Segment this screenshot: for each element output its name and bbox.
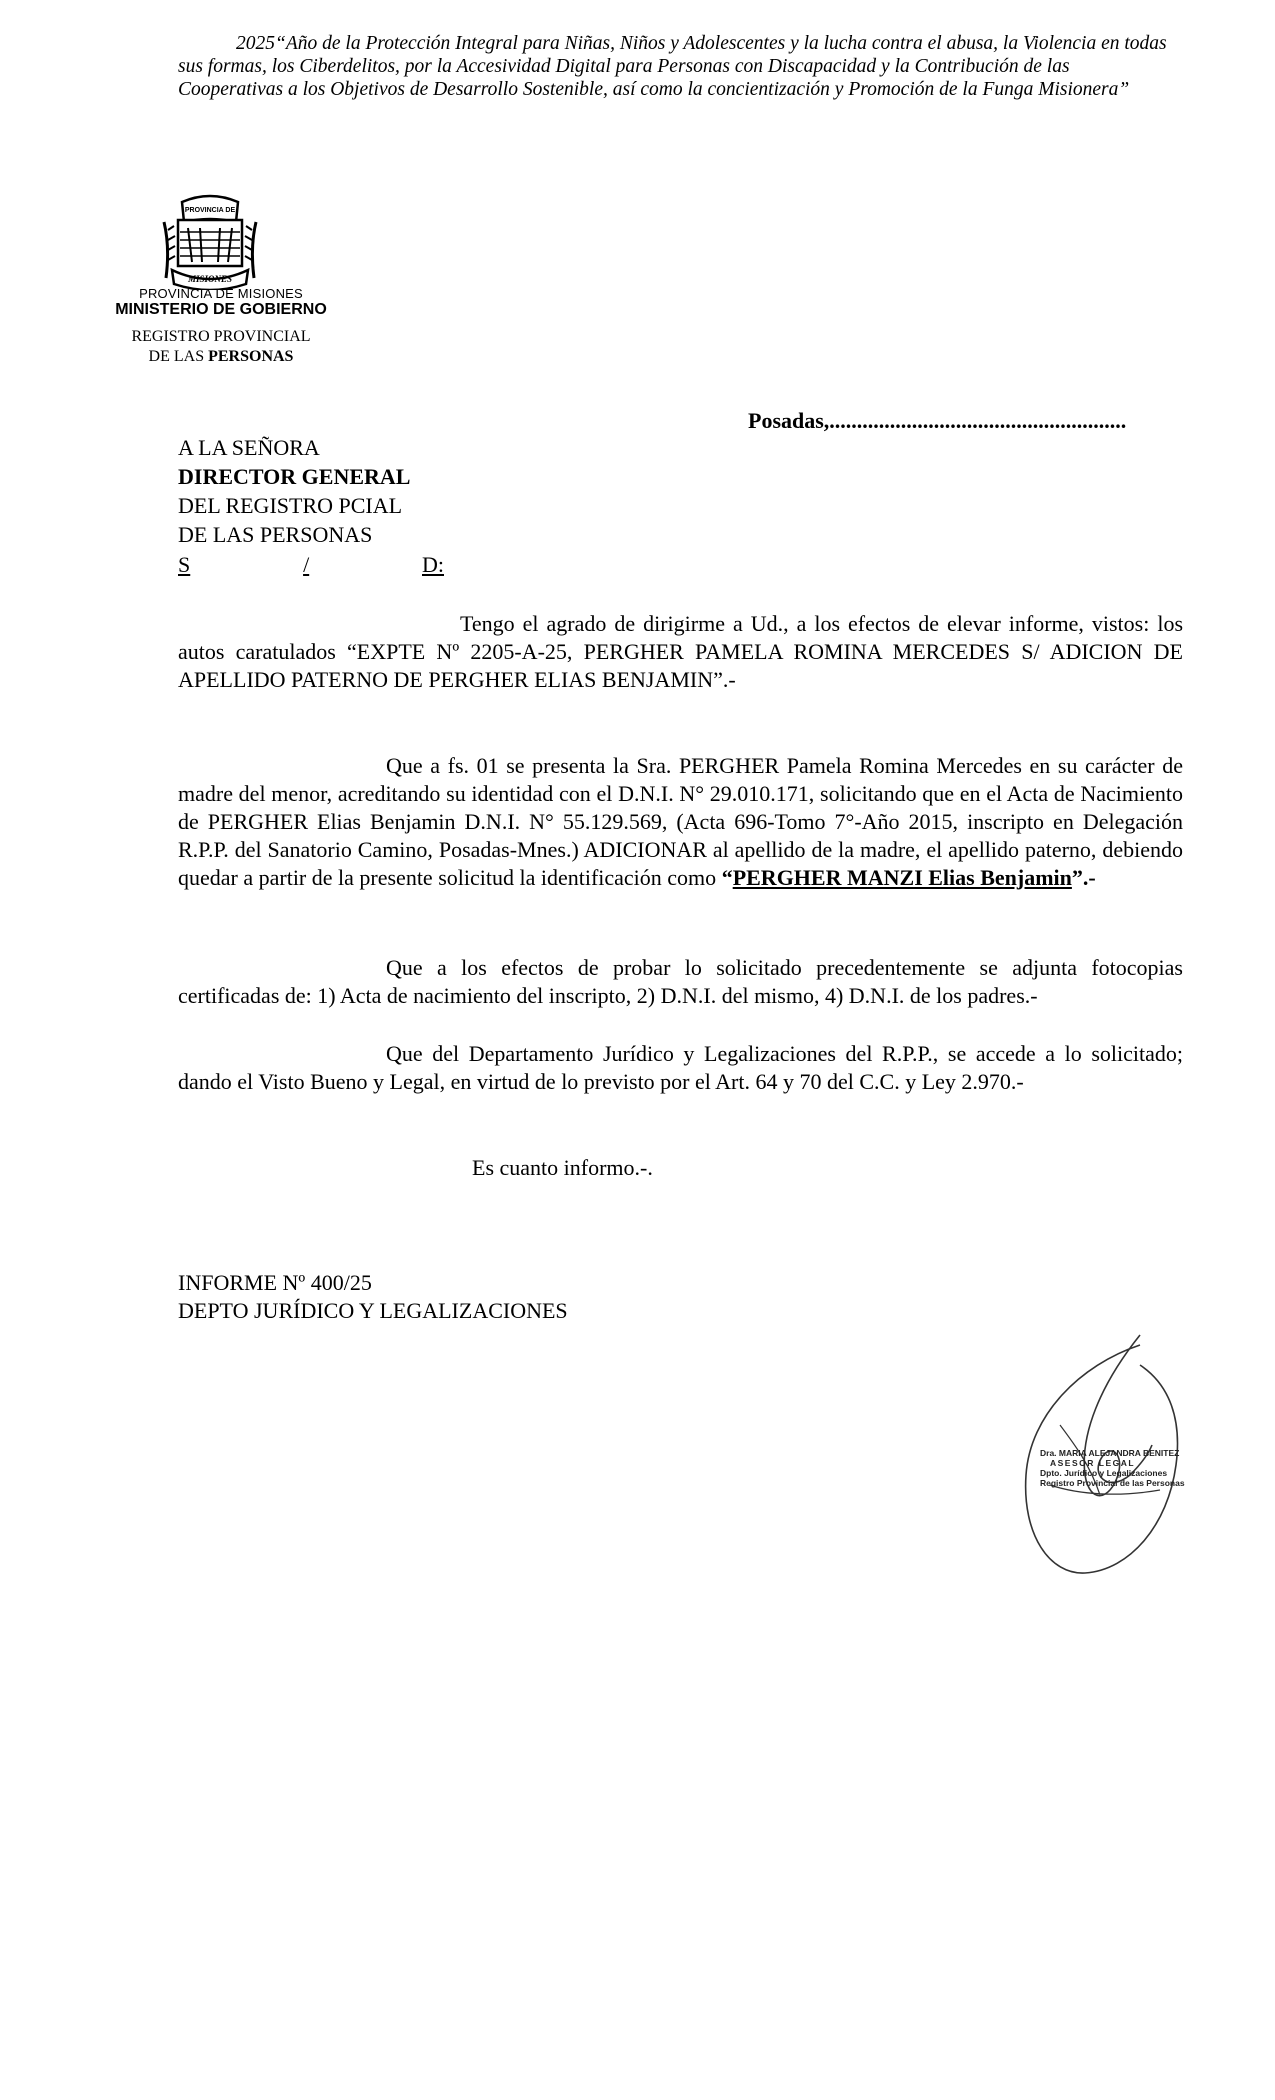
paragraph-request-text: Que a fs. 01 se presenta la Sra. PERGHER Pamela Romina Mercedes en su carácter de madre del menor, acreditando su identidad con el D.N.I. N° 29.010.171, solicitando que en el Acta de Nacimiento de PERGHER Elias Benjamin D.N.I. N° 55.129.569, (Acta 696-Tomo 7°-Año 2015, inscripto en Delegación R.P.P. del Sanatorio Camino, Posadas-Mnes.) ADICIONAR al apellido de la madre, el apellido paterno, debiendo quedar a partir de la presente solicitud la identificación como [178,753,1183,890]
province-label: PROVINCIA DE MISIONES [139,286,303,301]
header-motto: 2025“Año de la Protección Integral para Niñas, Niños y Adolescentes y la lucha contra el abusa, la Violencia en todas sus formas, los Ciberdelitos, por la Accesividad Digital para Personas con Discapacidad y la Contribución de las Cooperativas a los Objetivos de Desarrollo Sostenible, así como la concientización y Promoción de la Funga Misionera” [178,33,1167,100]
ministry-label: MINISTERIO DE GOBIERNO [115,301,327,318]
registry-label-line2 [90,348,352,366]
signature-stamp [1040,1448,1190,1488]
addressee-line3: DEL REGISTRO PCIAL [178,493,403,518]
addressee-line4: DE LAS PERSONAS [178,522,373,547]
registry-label-line2-b: PERSONAS [208,348,294,365]
addressee-line1: A LA SEÑORA [178,435,320,460]
stamp-dept: Dpto. Jurídico y Legalizaciones [1040,1468,1168,1478]
registry-label-line2-a: DE LAS [148,348,209,365]
registry-label-line1: REGISTRO PROVINCIAL [131,328,311,345]
name-quote-close: ”.- [1071,865,1096,890]
paragraph-approval: Que del Departamento Jurídico y Legalizaciones del R.P.P., se accede a lo solicitado; dando el Visto Bueno y Legal, en virtud de lo previsto por el Art. 64 y 70 del C.C. y Ley 2.970.- [178,1041,1183,1094]
sd-slash: / [303,552,310,577]
paragraph-intro: Tengo el agrado de dirigirme a Ud., a los efectos de elevar informe, vistos: los autos caratulados “EXPTE Nº 2205-A-25, PERGHER PAMELA ROMINA MERCEDES S/ ADICION DE APELLIDO PATERNO DE PERGHER ELIAS BENJAMIN”.- [178,611,1183,692]
report-number: INFORME Nº 400/25 [178,1270,372,1295]
closing-line: Es cuanto informo.-. [472,1155,653,1180]
sd-d: D: [422,552,444,577]
name-quote-open: “ [721,865,733,890]
paragraph-request [178,752,1183,892]
paragraph-attachments: Que a los efectos de probar lo solicitado precedentemente se adjunta fotocopias certificadas de: 1) Acta de nacimiento del inscripto, 2) D.N.I. del mismo, 4) D.N.I. de los padres.- [178,955,1183,1008]
province-crest-icon [162,192,258,290]
stamp-name: Dra. MARIA ALEJANDRA BENITEZ [1040,1448,1180,1458]
stamp-role: ASESOR LEGAL [1050,1458,1136,1468]
report-department: DEPTO JURÍDICO Y LEGALIZACIONES [178,1298,568,1323]
place-date: Posadas,...................................................... [748,408,1127,433]
addressee-title: DIRECTOR GENERAL [178,464,411,489]
crest-text-bottom: MISIONES [187,274,233,284]
sd-s: S [178,552,191,577]
stamp-registry: Registro Provincial de las Personas [1040,1478,1185,1488]
resulting-name: PERGHER MANZI Elias Benjamin [732,865,1072,890]
su-despacho [178,550,444,579]
crest-text-top: PROVINCIA DE [184,207,236,214]
